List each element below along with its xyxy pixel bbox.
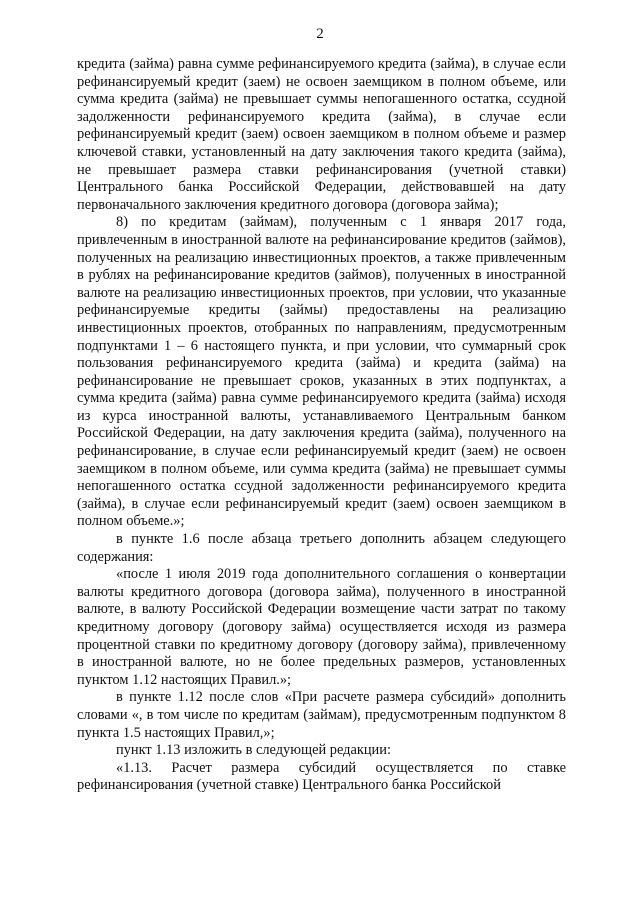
document-body	[77, 56, 566, 795]
paragraph-quote-1-6: «после 1 июля 2019 года дополнительного соглашения о конвертации валюты кредитного договора (договора займа), полученного в иностранной валюте, в валюту Российской Федерации возмещение части затрат по такому кредитному договору (договору займа) осуществляется исходя из размера процентной ставки по кредитному договору (договору займа), привлеченному в иностранной валюте, но не более предельных размеров, установленных пунктом 1.12 настоящих Правил.»;	[77, 566, 566, 688]
paragraph-continuation: кредита (займа) равна сумме рефинансируемого кредита (займа), в случае если рефинансируемый кредит (заем) не освоен заемщиком в полном объеме, или сумма кредита (займа) не превышает суммы непогашенного остатка, ссудной задолженности рефинансируемого кредита (займа), в случае если рефинансируемый кредит (заем) освоен заемщиком в полном объеме и размер ключевой ставки, установленный на дату заключения такого кредита (займа), не превышает размера ставки рефинансирования (учетной ставки) Центрального банка Российской Федерации, действовавшей на дату первоначального заключения кредитного договора (договора займа);	[77, 56, 566, 213]
paragraph-subitem-8: 8) по кредитам (займам), полученным с 1 января 2017 года, привлеченным в иностранной валюте на рефинансирование кредитов (займов), полученных на реализацию инвестиционных проектов, а также привлеченным в рублях на рефинансирование кредитов (займов), полученных в иностранной валюте на реализацию инвестиционных проектов, при условии, что указанные рефинансируемые кредиты (займы) предоставлены на реализацию инвестиционных проектов, отобранных по направлениям, предусмотренным подпунктами 1 – 6 настоящего пункта, и при условии, что суммарный срок пользования рефинансируемого кредита (займа) и кредита (займа) на рефинансирование не превышает сроков, указанных в этих подпунктах, а сумма кредита (займа) равна сумме рефинансируемого кредита (займа) исходя из курса иностранной валюты, устанавливаемого Центральным банком Российской Федерации, на дату заключения кредита (займа), полученного на рефинансирование, в случае если рефинансируемый кредит (заем) не освоен заемщиком в полном объеме, или сумма кредита (займа) не превышает суммы непогашенного остатка ссудной задолженности рефинансируемого кредита (займа), в случае если рефинансируемый кредит (заем) освоен заемщиком в полном объеме.»;	[77, 214, 566, 530]
page-number: 2	[316, 26, 324, 42]
paragraph-amendment-1-13: пункт 1.13 изложить в следующей редакции:	[116, 742, 391, 759]
paragraph-quote-1-13: «1.13. Расчет размера субсидий осуществляется по ставке рефинансирования (учетной ставке) Центрального банка Российской	[77, 759, 566, 794]
paragraph-amendment-1-6: в пункте 1.6 после абзаца третьего дополнить абзацем следующего содержания:	[77, 531, 566, 565]
paragraph-amendment-1-12: в пункте 1.12 после слов «При расчете размера субсидий» дополнить словами «, в том числе по кредитам (займам), предусмотренным подпунктом 8 пункта 1.5 настоящих Правил,»;	[77, 689, 566, 741]
